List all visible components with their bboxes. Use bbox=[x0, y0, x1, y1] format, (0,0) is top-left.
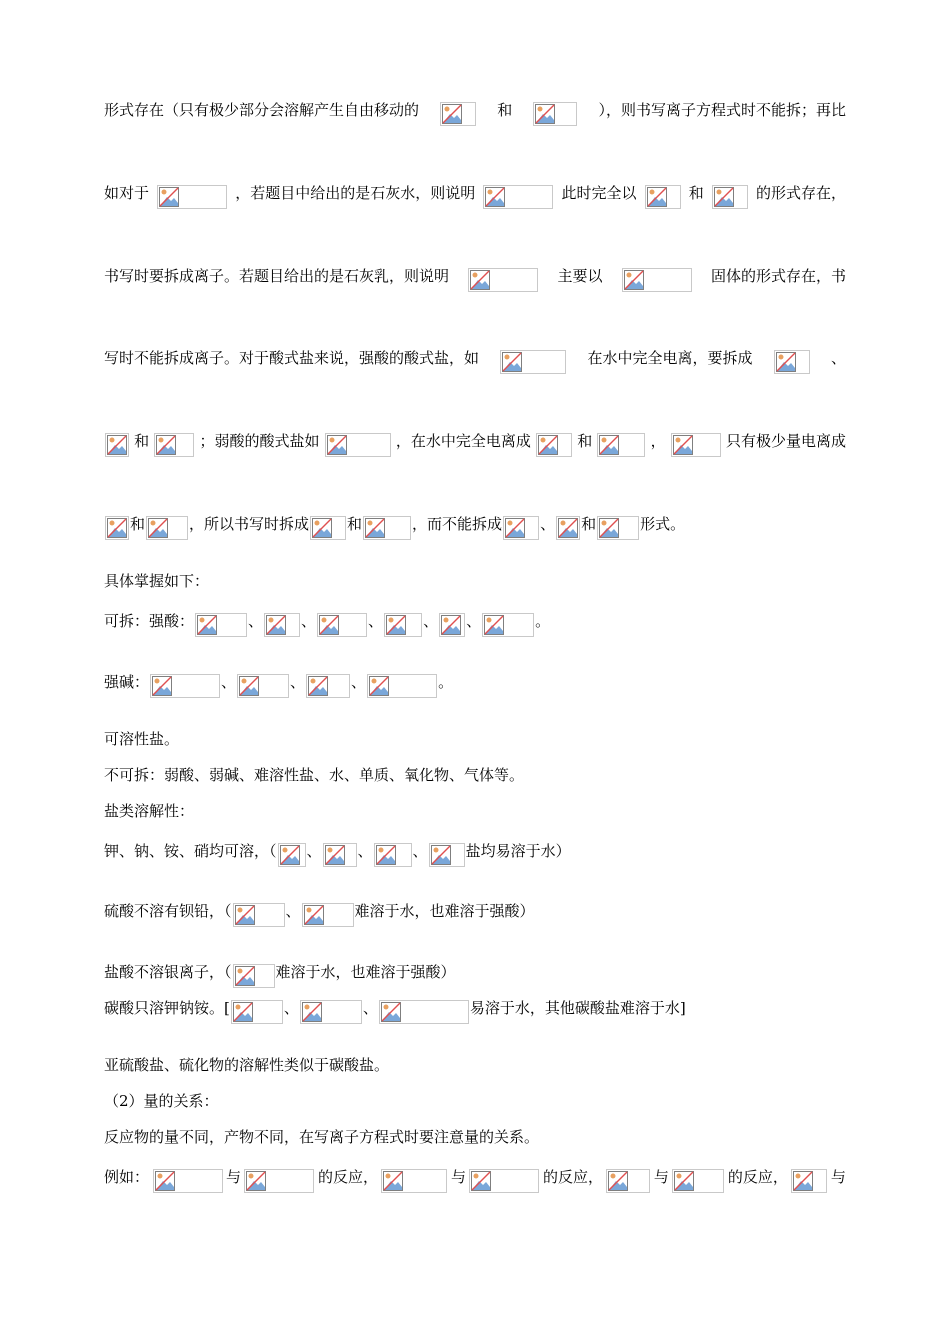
broken-image-icon bbox=[105, 516, 129, 540]
text-run: 的反应， bbox=[727, 1168, 788, 1186]
broken-image-icon bbox=[791, 1169, 827, 1193]
broken-image-icon bbox=[264, 613, 300, 637]
text-line bbox=[104, 96, 846, 120]
text-line bbox=[104, 1163, 846, 1187]
broken-image-icon bbox=[597, 516, 639, 540]
text-run: ），则书写离子方程式时不能拆；再比 bbox=[598, 101, 846, 119]
broken-image-icon bbox=[154, 433, 194, 457]
text-run: ，在水中完全电离成 bbox=[395, 432, 531, 450]
text-run: ，若题目中给出的是石灰水，则说明 bbox=[235, 184, 476, 202]
text-run: 易溶于水，其他碳酸盐难溶于水] bbox=[469, 999, 686, 1017]
text-run: 和 bbox=[134, 432, 150, 450]
text-run: ，而不能拆成 bbox=[412, 515, 503, 533]
text-run: 可溶性盐。 bbox=[104, 730, 180, 748]
text-line bbox=[104, 897, 846, 921]
broken-image-icon bbox=[468, 268, 538, 292]
text-run: 和 bbox=[581, 515, 597, 533]
broken-image-icon bbox=[429, 843, 465, 867]
broken-image-icon bbox=[597, 433, 645, 457]
text-line bbox=[104, 1127, 846, 1147]
broken-image-icon bbox=[367, 674, 437, 698]
text-line bbox=[104, 1055, 846, 1075]
text-run: 形式存在（只有极少部分会溶解产生自由移动的 bbox=[104, 101, 420, 119]
broken-image-icon bbox=[606, 1169, 650, 1193]
text-run: 硫酸不溶有钡铅，（ bbox=[104, 902, 232, 920]
text-run: 。 bbox=[438, 673, 454, 691]
broken-image-icon bbox=[482, 613, 534, 637]
broken-image-icon bbox=[774, 350, 810, 374]
text-run: 形式。 bbox=[640, 515, 686, 533]
text-run: 的反应， bbox=[542, 1168, 603, 1186]
text-run: 、 bbox=[412, 842, 428, 860]
text-run: 、 bbox=[466, 612, 482, 630]
text-line bbox=[104, 668, 846, 692]
text-run: 和 bbox=[577, 432, 593, 450]
text-run: 、 bbox=[540, 515, 556, 533]
text-line bbox=[104, 837, 846, 861]
text-run: 书写时要拆成离子。若题目给出的是石灰乳，则说明 bbox=[104, 267, 450, 285]
broken-image-icon bbox=[712, 185, 748, 209]
text-run: 在水中完全电离，要拆成 bbox=[587, 349, 753, 367]
text-run: 的反应， bbox=[317, 1168, 378, 1186]
broken-image-icon bbox=[233, 964, 275, 988]
broken-image-icon bbox=[469, 1169, 539, 1193]
text-run: 与 bbox=[653, 1168, 669, 1186]
broken-image-icon bbox=[556, 516, 580, 540]
text-line bbox=[104, 958, 846, 982]
text-line bbox=[104, 179, 846, 203]
broken-image-icon bbox=[671, 433, 721, 457]
text-run: ， bbox=[650, 432, 666, 450]
text-run: 和 bbox=[130, 515, 146, 533]
text-run: 固体的形式存在，书 bbox=[710, 267, 846, 285]
text-run: ；弱酸的酸式盐如 bbox=[199, 432, 320, 450]
broken-image-icon bbox=[622, 268, 692, 292]
broken-image-icon bbox=[439, 613, 465, 637]
broken-image-icon bbox=[672, 1169, 724, 1193]
text-run: 难溶于水，也难溶于强酸） bbox=[354, 902, 535, 920]
broken-image-icon bbox=[379, 1000, 469, 1024]
text-run: 与 bbox=[450, 1168, 466, 1186]
broken-image-icon bbox=[381, 1169, 447, 1193]
text-run: 盐类溶解性： bbox=[104, 802, 195, 820]
broken-image-icon bbox=[310, 516, 346, 540]
text-run: 碳酸只溶钾钠铵。[ bbox=[104, 999, 230, 1017]
text-run: 、 bbox=[830, 349, 846, 367]
text-run: 盐酸不溶银离子，（ bbox=[104, 963, 232, 981]
text-run: 与 bbox=[830, 1168, 846, 1186]
text-run: 难溶于水，也难溶于强酸） bbox=[275, 963, 456, 981]
text-run: 可拆：强酸： bbox=[104, 612, 195, 630]
text-line bbox=[104, 994, 846, 1018]
broken-image-icon bbox=[500, 350, 566, 374]
broken-image-icon bbox=[237, 674, 289, 698]
text-run: 写时不能拆成离子。对于酸式盐来说，强酸的酸式盐，如 bbox=[104, 349, 480, 367]
text-line bbox=[104, 765, 846, 785]
text-line bbox=[104, 344, 846, 368]
text-run: 主要以 bbox=[557, 267, 603, 285]
text-line bbox=[104, 801, 846, 821]
text-run: 反应物的量不同，产物不同，在写离子方程式时要注意量的关系。 bbox=[104, 1128, 540, 1146]
text-run: 强碱： bbox=[104, 673, 150, 691]
broken-image-icon bbox=[195, 613, 247, 637]
text-run: 、 bbox=[290, 673, 306, 691]
broken-image-icon bbox=[157, 185, 227, 209]
text-run: （2）量的关系： bbox=[104, 1092, 219, 1110]
broken-image-icon bbox=[325, 433, 391, 457]
text-run: 此时完全以 bbox=[561, 184, 637, 202]
broken-image-icon bbox=[374, 843, 412, 867]
text-run: 如对于 bbox=[104, 184, 150, 202]
text-line bbox=[104, 510, 846, 534]
broken-image-icon bbox=[645, 185, 681, 209]
broken-image-icon bbox=[317, 613, 367, 637]
text-run: 具体掌握如下： bbox=[104, 572, 210, 590]
broken-image-icon bbox=[503, 516, 539, 540]
text-line bbox=[104, 427, 846, 451]
text-run: 、 bbox=[301, 612, 317, 630]
text-run: 与 bbox=[225, 1168, 241, 1186]
text-run: 和 bbox=[688, 184, 704, 202]
text-run: 、 bbox=[357, 842, 373, 860]
text-run: 、 bbox=[283, 999, 299, 1017]
broken-image-icon bbox=[244, 1169, 314, 1193]
text-run: 、 bbox=[351, 673, 367, 691]
broken-image-icon bbox=[231, 1000, 283, 1024]
text-run: 亚硫酸盐、硫化物的溶解性类似于碳酸盐。 bbox=[104, 1056, 390, 1074]
broken-image-icon bbox=[384, 613, 422, 637]
text-run: 的形式存在， bbox=[755, 184, 846, 202]
broken-image-icon bbox=[440, 102, 476, 126]
broken-image-icon bbox=[306, 674, 350, 698]
text-run: 不可拆：弱酸、弱碱、难溶性盐、水、单质、氧化物、气体等。 bbox=[104, 766, 525, 784]
broken-image-icon bbox=[533, 102, 577, 126]
text-run: 盐均易溶于水） bbox=[465, 842, 571, 860]
broken-image-icon bbox=[278, 843, 306, 867]
broken-image-icon bbox=[536, 433, 572, 457]
text-run: 、 bbox=[221, 673, 237, 691]
text-run: 只有极少量电离成 bbox=[725, 432, 846, 450]
text-line bbox=[104, 262, 846, 286]
text-run: 和 bbox=[347, 515, 363, 533]
text-run: ，所以书写时拆成 bbox=[189, 515, 310, 533]
text-run: 例如： bbox=[104, 1168, 150, 1186]
text-run: 、 bbox=[423, 612, 439, 630]
text-line bbox=[104, 1091, 846, 1111]
text-line bbox=[104, 729, 846, 749]
broken-image-icon bbox=[105, 433, 129, 457]
text-run: 。 bbox=[535, 612, 551, 630]
broken-image-icon bbox=[483, 185, 553, 209]
text-run: 、 bbox=[306, 842, 322, 860]
text-run: 、 bbox=[248, 612, 264, 630]
broken-image-icon bbox=[300, 1000, 362, 1024]
text-line bbox=[104, 607, 846, 631]
broken-image-icon bbox=[302, 903, 354, 927]
broken-image-icon bbox=[233, 903, 285, 927]
text-run: 、 bbox=[368, 612, 384, 630]
text-run: 、 bbox=[285, 902, 301, 920]
broken-image-icon bbox=[150, 674, 220, 698]
text-run: 和 bbox=[497, 101, 513, 119]
broken-image-icon bbox=[153, 1169, 223, 1193]
text-run: 、 bbox=[362, 999, 378, 1017]
broken-image-icon bbox=[323, 843, 357, 867]
broken-image-icon bbox=[363, 516, 411, 540]
broken-image-icon bbox=[146, 516, 188, 540]
text-run: 钾、钠、铵、硝均可溶，（ bbox=[104, 842, 277, 860]
text-line bbox=[104, 571, 846, 591]
